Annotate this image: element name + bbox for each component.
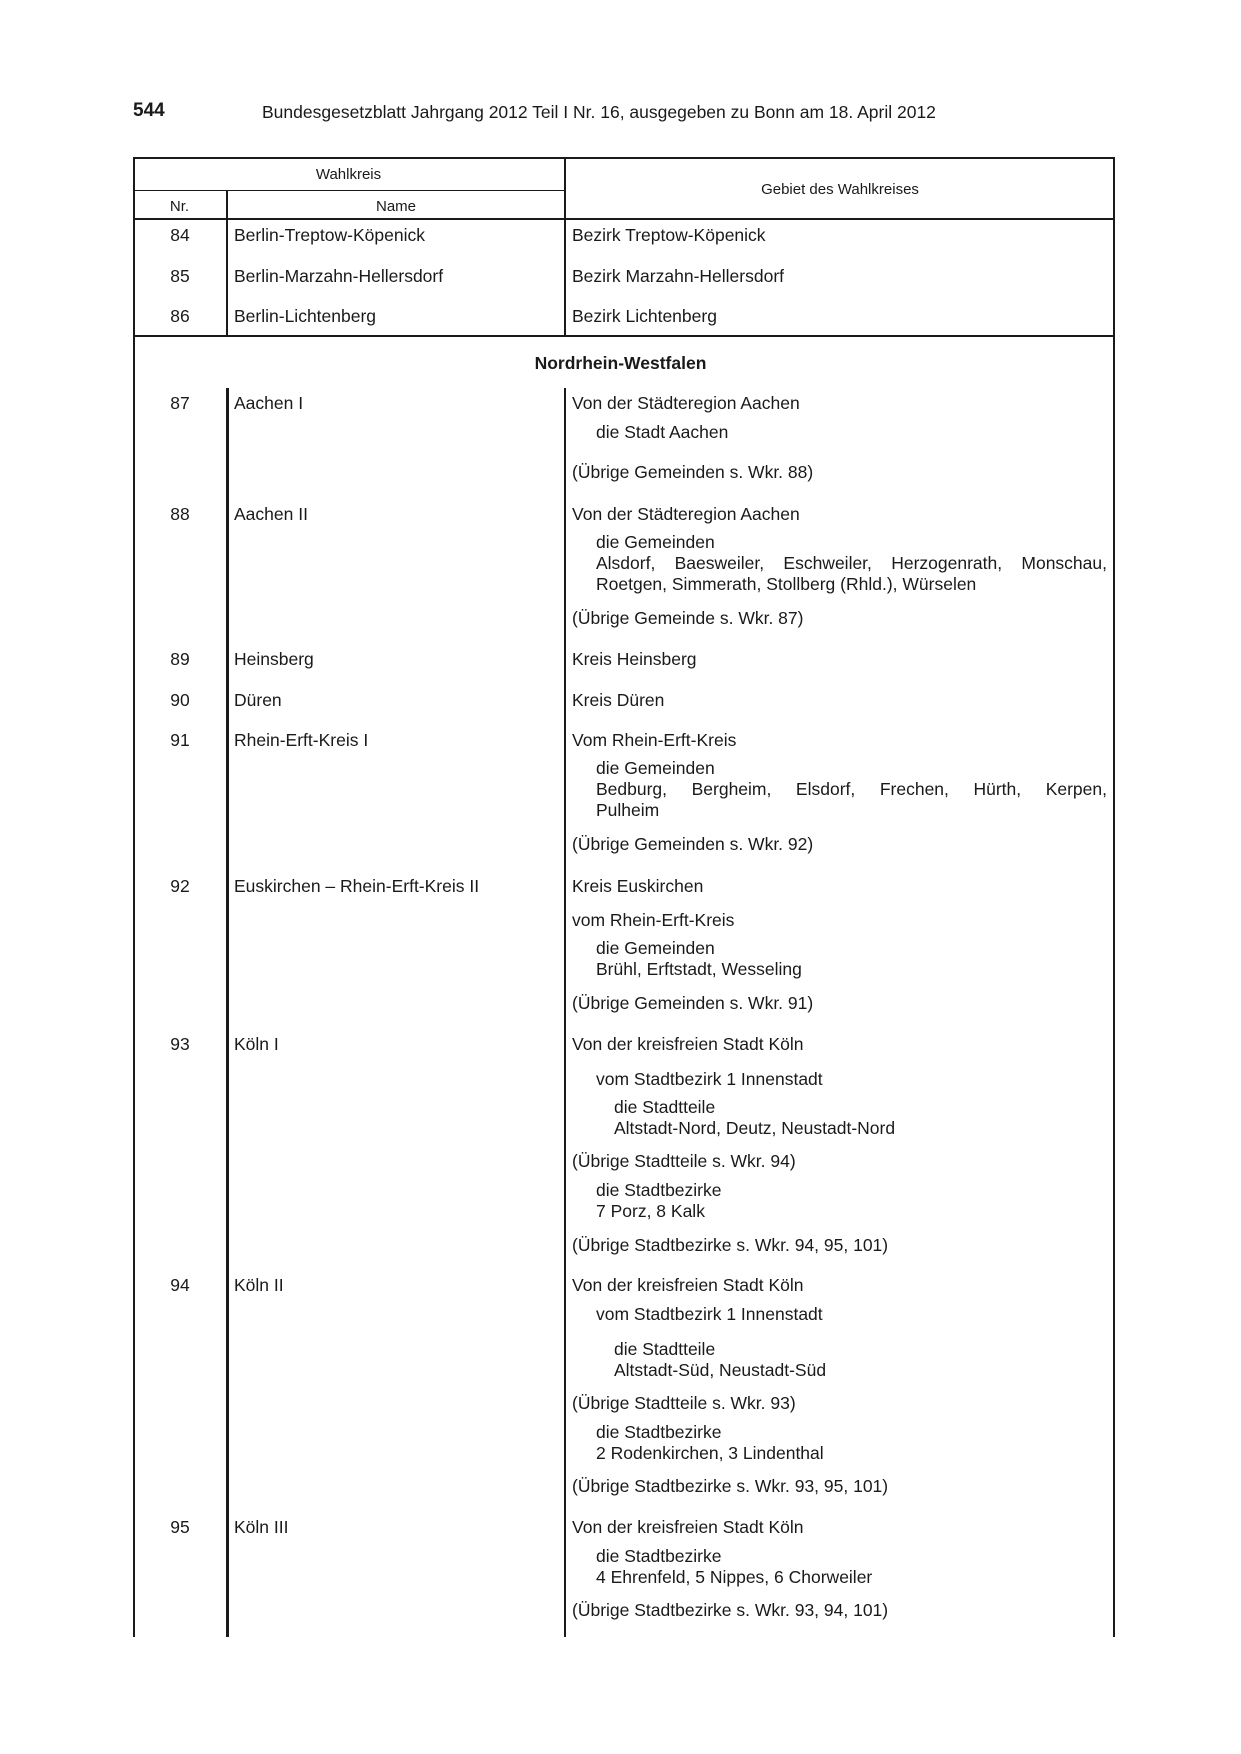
row-area: Bedburg, Bergheim, Elsdorf, Frechen, Hürth, Kerpen, <box>596 779 1107 799</box>
row-name: Köln III <box>234 1517 289 1537</box>
row-nr: 95 <box>170 1517 190 1537</box>
row-name: Berlin-Lichtenberg <box>234 306 377 326</box>
row-area: Von der kreisfreien Stadt Köln <box>572 1034 804 1054</box>
row-name: Berlin-Marzahn-Hellersdorf <box>234 266 444 286</box>
row-area: Bezirk Lichtenberg <box>572 306 717 326</box>
row-area: 7 Porz, 8 Kalk <box>596 1201 705 1221</box>
row-area: 4 Ehrenfeld, 5 Nippes, 6 Chorweiler <box>596 1567 873 1587</box>
row-area: (Übrige Gemeinden s. Wkr. 92) <box>572 834 814 854</box>
row-area: (Übrige Stadtteile s. Wkr. 93) <box>572 1393 796 1413</box>
section-title: Nordrhein-Westfalen <box>534 353 707 373</box>
row-area: Bezirk Treptow-Köpenick <box>572 225 766 245</box>
page-title: Bundesgesetzblatt Jahrgang 2012 Teil I Nr. 16, ausgegeben zu Bonn am 18. April 2012 <box>262 102 936 122</box>
row-area: die Gemeinden <box>596 938 715 958</box>
row-area: Bezirk Marzahn-Hellersdorf <box>572 266 785 286</box>
row-nr: 93 <box>170 1034 190 1054</box>
row-nr: 90 <box>170 690 190 710</box>
row-name: Aachen II <box>234 504 308 524</box>
row-area: (Übrige Gemeinde s. Wkr. 87) <box>572 608 804 628</box>
row-area: (Übrige Stadtteile s. Wkr. 94) <box>572 1151 796 1171</box>
row-area: die Stadtteile <box>614 1339 716 1359</box>
row-name: Heinsberg <box>234 649 314 669</box>
row-area: Brühl, Erftstadt, Wesseling <box>596 959 802 979</box>
row-area: (Übrige Stadtbezirke s. Wkr. 93, 95, 101) <box>572 1476 889 1496</box>
row-name: Köln II <box>234 1275 284 1295</box>
page-number: 544 <box>133 100 165 121</box>
row-area: die Gemeinden <box>596 758 715 778</box>
row-nr: 84 <box>170 225 190 245</box>
row-nr: 86 <box>170 306 190 326</box>
row-area: Alsdorf, Baesweiler, Eschweiler, Herzogenrath, Monschau, <box>596 553 1107 573</box>
row-area: Von der kreisfreien Stadt Köln <box>572 1517 804 1537</box>
row-area: Von der kreisfreien Stadt Köln <box>572 1275 804 1295</box>
row-area: Altstadt-Süd, Neustadt-Süd <box>614 1360 827 1380</box>
row-area: (Übrige Gemeinden s. Wkr. 88) <box>572 462 814 482</box>
row-nr: 88 <box>170 504 190 524</box>
header-gebiet: Gebiet des Wahlkreises <box>761 181 919 198</box>
header-name: Name <box>375 198 416 215</box>
row-area: Pulheim <box>596 800 660 820</box>
row-name: Aachen I <box>234 393 304 413</box>
header-wahlkreis: Wahlkreis <box>315 166 382 183</box>
row-name: Köln I <box>234 1034 279 1054</box>
row-area: die Stadtteile <box>614 1097 716 1117</box>
row-area: Altstadt-Nord, Deutz, Neustadt-Nord <box>614 1118 896 1138</box>
row-area: Von der Städteregion Aachen <box>572 504 800 524</box>
row-area: (Übrige Gemeinden s. Wkr. 91) <box>572 993 814 1013</box>
row-nr: 89 <box>170 649 190 669</box>
row-area: vom Rhein-Erft-Kreis <box>572 910 735 930</box>
row-area: Von der Städteregion Aachen <box>572 393 800 413</box>
row-area: Kreis Heinsberg <box>572 649 697 669</box>
row-area: (Übrige Stadtbezirke s. Wkr. 94, 95, 101) <box>572 1235 889 1255</box>
row-area: 2 Rodenkirchen, 3 Lindenthal <box>596 1443 824 1463</box>
row-name: Euskirchen – Rhein-Erft-Kreis II <box>234 876 480 896</box>
row-area: Kreis Euskirchen <box>572 876 704 896</box>
header-nr: Nr. <box>169 198 190 215</box>
row-area: Kreis Düren <box>572 690 665 710</box>
row-area: die Stadtbezirke <box>596 1422 722 1442</box>
row-nr: 91 <box>170 730 190 750</box>
row-area: Roetgen, Simmerath, Stollberg (Rhld.), Würselen <box>596 574 977 594</box>
row-area: die Stadtbezirke <box>596 1546 722 1566</box>
row-area: die Stadtbezirke <box>596 1180 722 1200</box>
row-area: (Übrige Stadtbezirke s. Wkr. 93, 94, 101) <box>572 1600 889 1620</box>
row-name: Berlin-Treptow-Köpenick <box>234 225 425 245</box>
row-area: die Gemeinden <box>596 532 715 552</box>
row-nr: 92 <box>170 876 190 896</box>
row-name: Düren <box>234 690 282 710</box>
row-area: vom Stadtbezirk 1 Innenstadt <box>596 1069 823 1089</box>
row-area: Vom Rhein-Erft-Kreis <box>572 730 737 750</box>
row-nr: 85 <box>170 266 190 286</box>
row-area: die Stadt Aachen <box>596 422 729 442</box>
row-nr: 87 <box>170 393 190 413</box>
row-area: vom Stadtbezirk 1 Innenstadt <box>596 1304 823 1324</box>
row-nr: 94 <box>170 1275 190 1295</box>
row-name: Rhein-Erft-Kreis I <box>234 730 369 750</box>
